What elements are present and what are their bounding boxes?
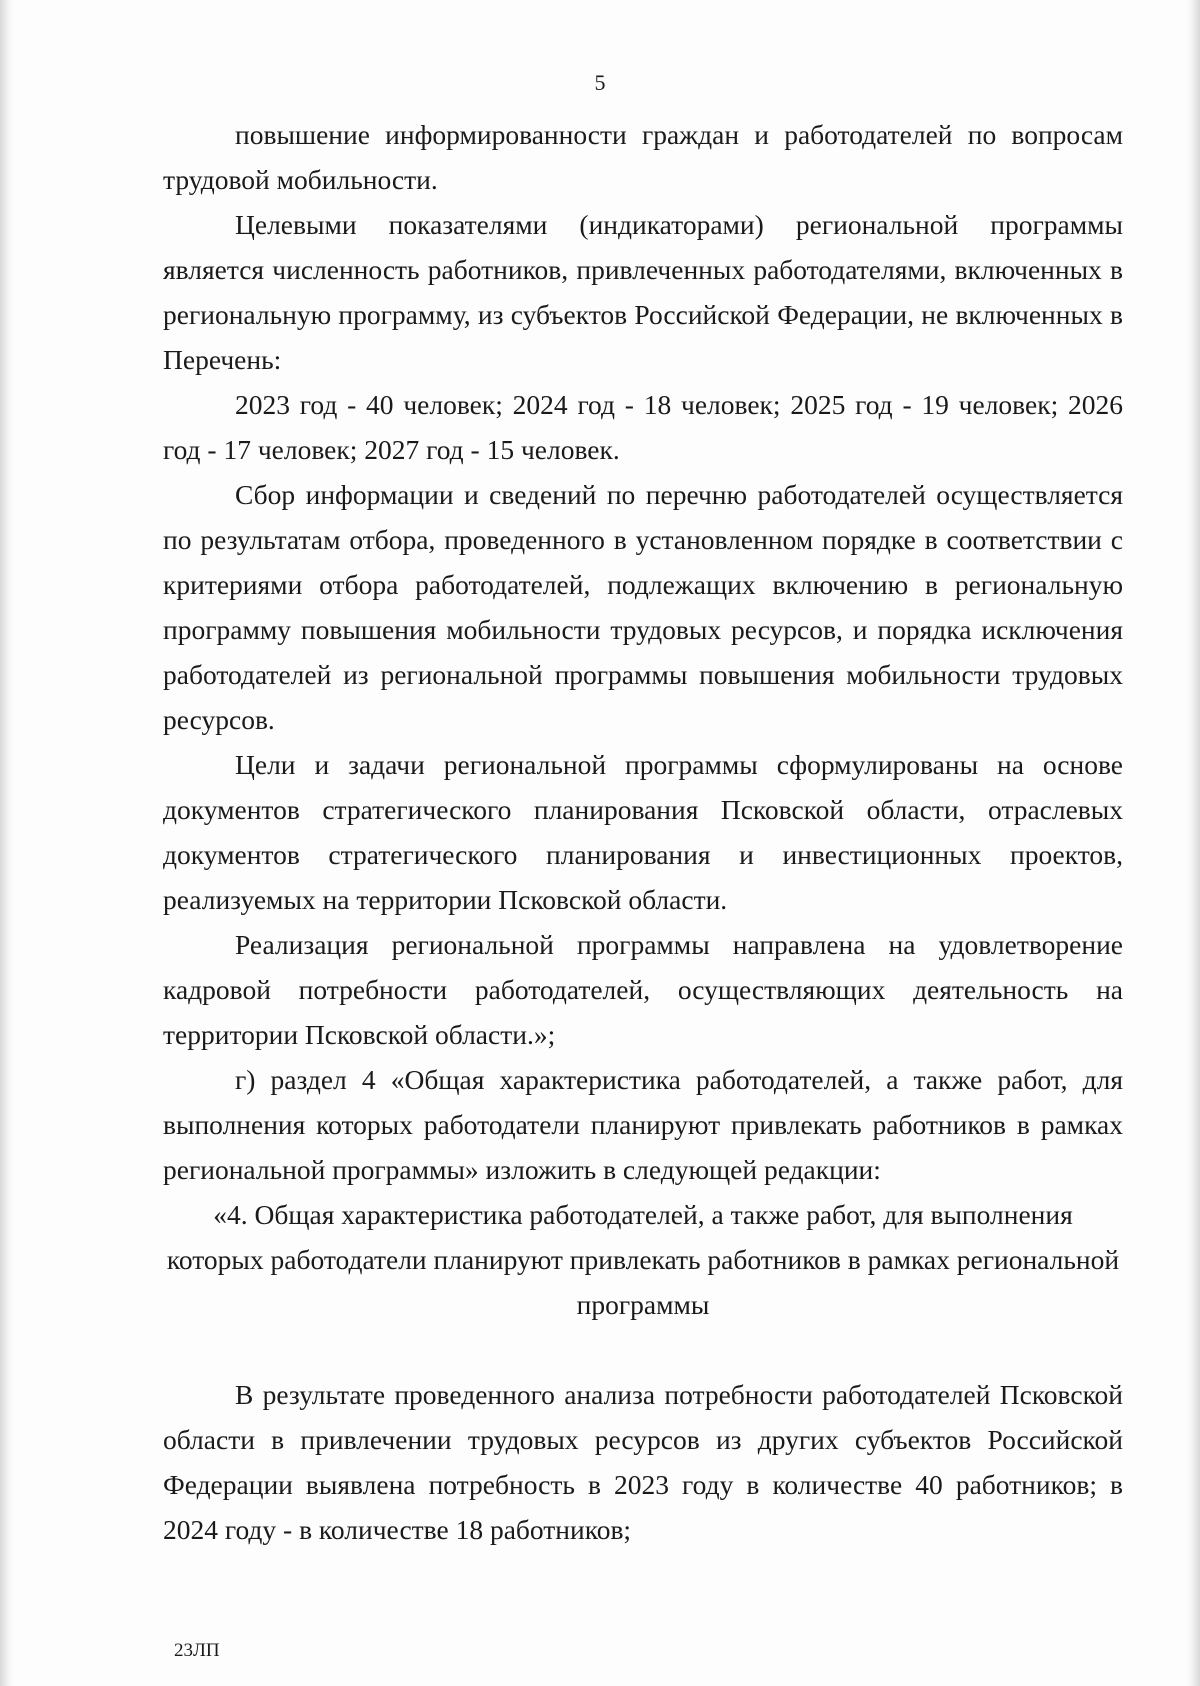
paragraph-implementation: Реализация региональной программы направлена на удовлетворение кадровой потребности работодателей, осуществляющих деятельность на территории Псковской области.»; bbox=[163, 929, 1123, 1050]
section-spacer bbox=[163, 1327, 1123, 1372]
paragraph-awareness: повышение информированности граждан и работодателей по вопросам трудовой мобильности. bbox=[163, 119, 1123, 195]
document-body bbox=[163, 112, 1123, 1552]
scan-edge-right bbox=[1186, 0, 1200, 1686]
paragraph-target-indicators: Целевыми показателями (индикаторами) региональной программы является численность работников, привлеченных работодателями, включенных в региональную программу, из субъектов Российской Федерации, не включенных в Перечень: bbox=[163, 209, 1123, 375]
paragraph-amendment: г) раздел 4 «Общая характеристика работодателей, а также работ, для выполнения которых работодатели планируют привлекать работников в рамках региональной программы» изложить в следующей редакции: bbox=[163, 1064, 1123, 1185]
paragraph-analysis-result: В результате проведенного анализа потребности работодателей Псковской области в привлечении трудовых ресурсов из других субъектов Российской Федерации выявлена потребность в 2023 году в количестве 40 работников; в 2024 году - в количестве 18 работников; bbox=[163, 1379, 1123, 1545]
paragraph-goals: Цели и задачи региональной программы сформулированы на основе документов стратегического планирования Псковской области, отраслевых документов стратегического планирования и инвестиционных проектов, реализуемых на территории Псковской области. bbox=[163, 749, 1123, 915]
section-heading: «4. Общая характеристика работодателей, а также работ, для выполнения которых работодатели планируют привлекать работников в рамках региональной программы bbox=[166, 1199, 1120, 1320]
paragraph-yearly-targets: 2023 год - 40 человек; 2024 год - 18 человек; 2025 год - 19 человек; 2026 год - 17 человек; 2027 год - 15 человек. bbox=[163, 389, 1123, 465]
scan-edge-left bbox=[0, 0, 14, 1686]
page-number: 5 bbox=[594, 70, 606, 95]
document-code: 23ЛП bbox=[174, 1640, 220, 1661]
paragraph-data-collection: Сбор информации и сведений по перечню работодателей осуществляется по результатам отбора, проведенного в установленном порядке в соответствии с критериями отбора работодателей, подлежащих включению в региональную программу повышения мобильности трудовых ресурсов, и порядка исключения работодателей из региональной программы повышения мобильности трудовых ресурсов. bbox=[163, 479, 1123, 735]
